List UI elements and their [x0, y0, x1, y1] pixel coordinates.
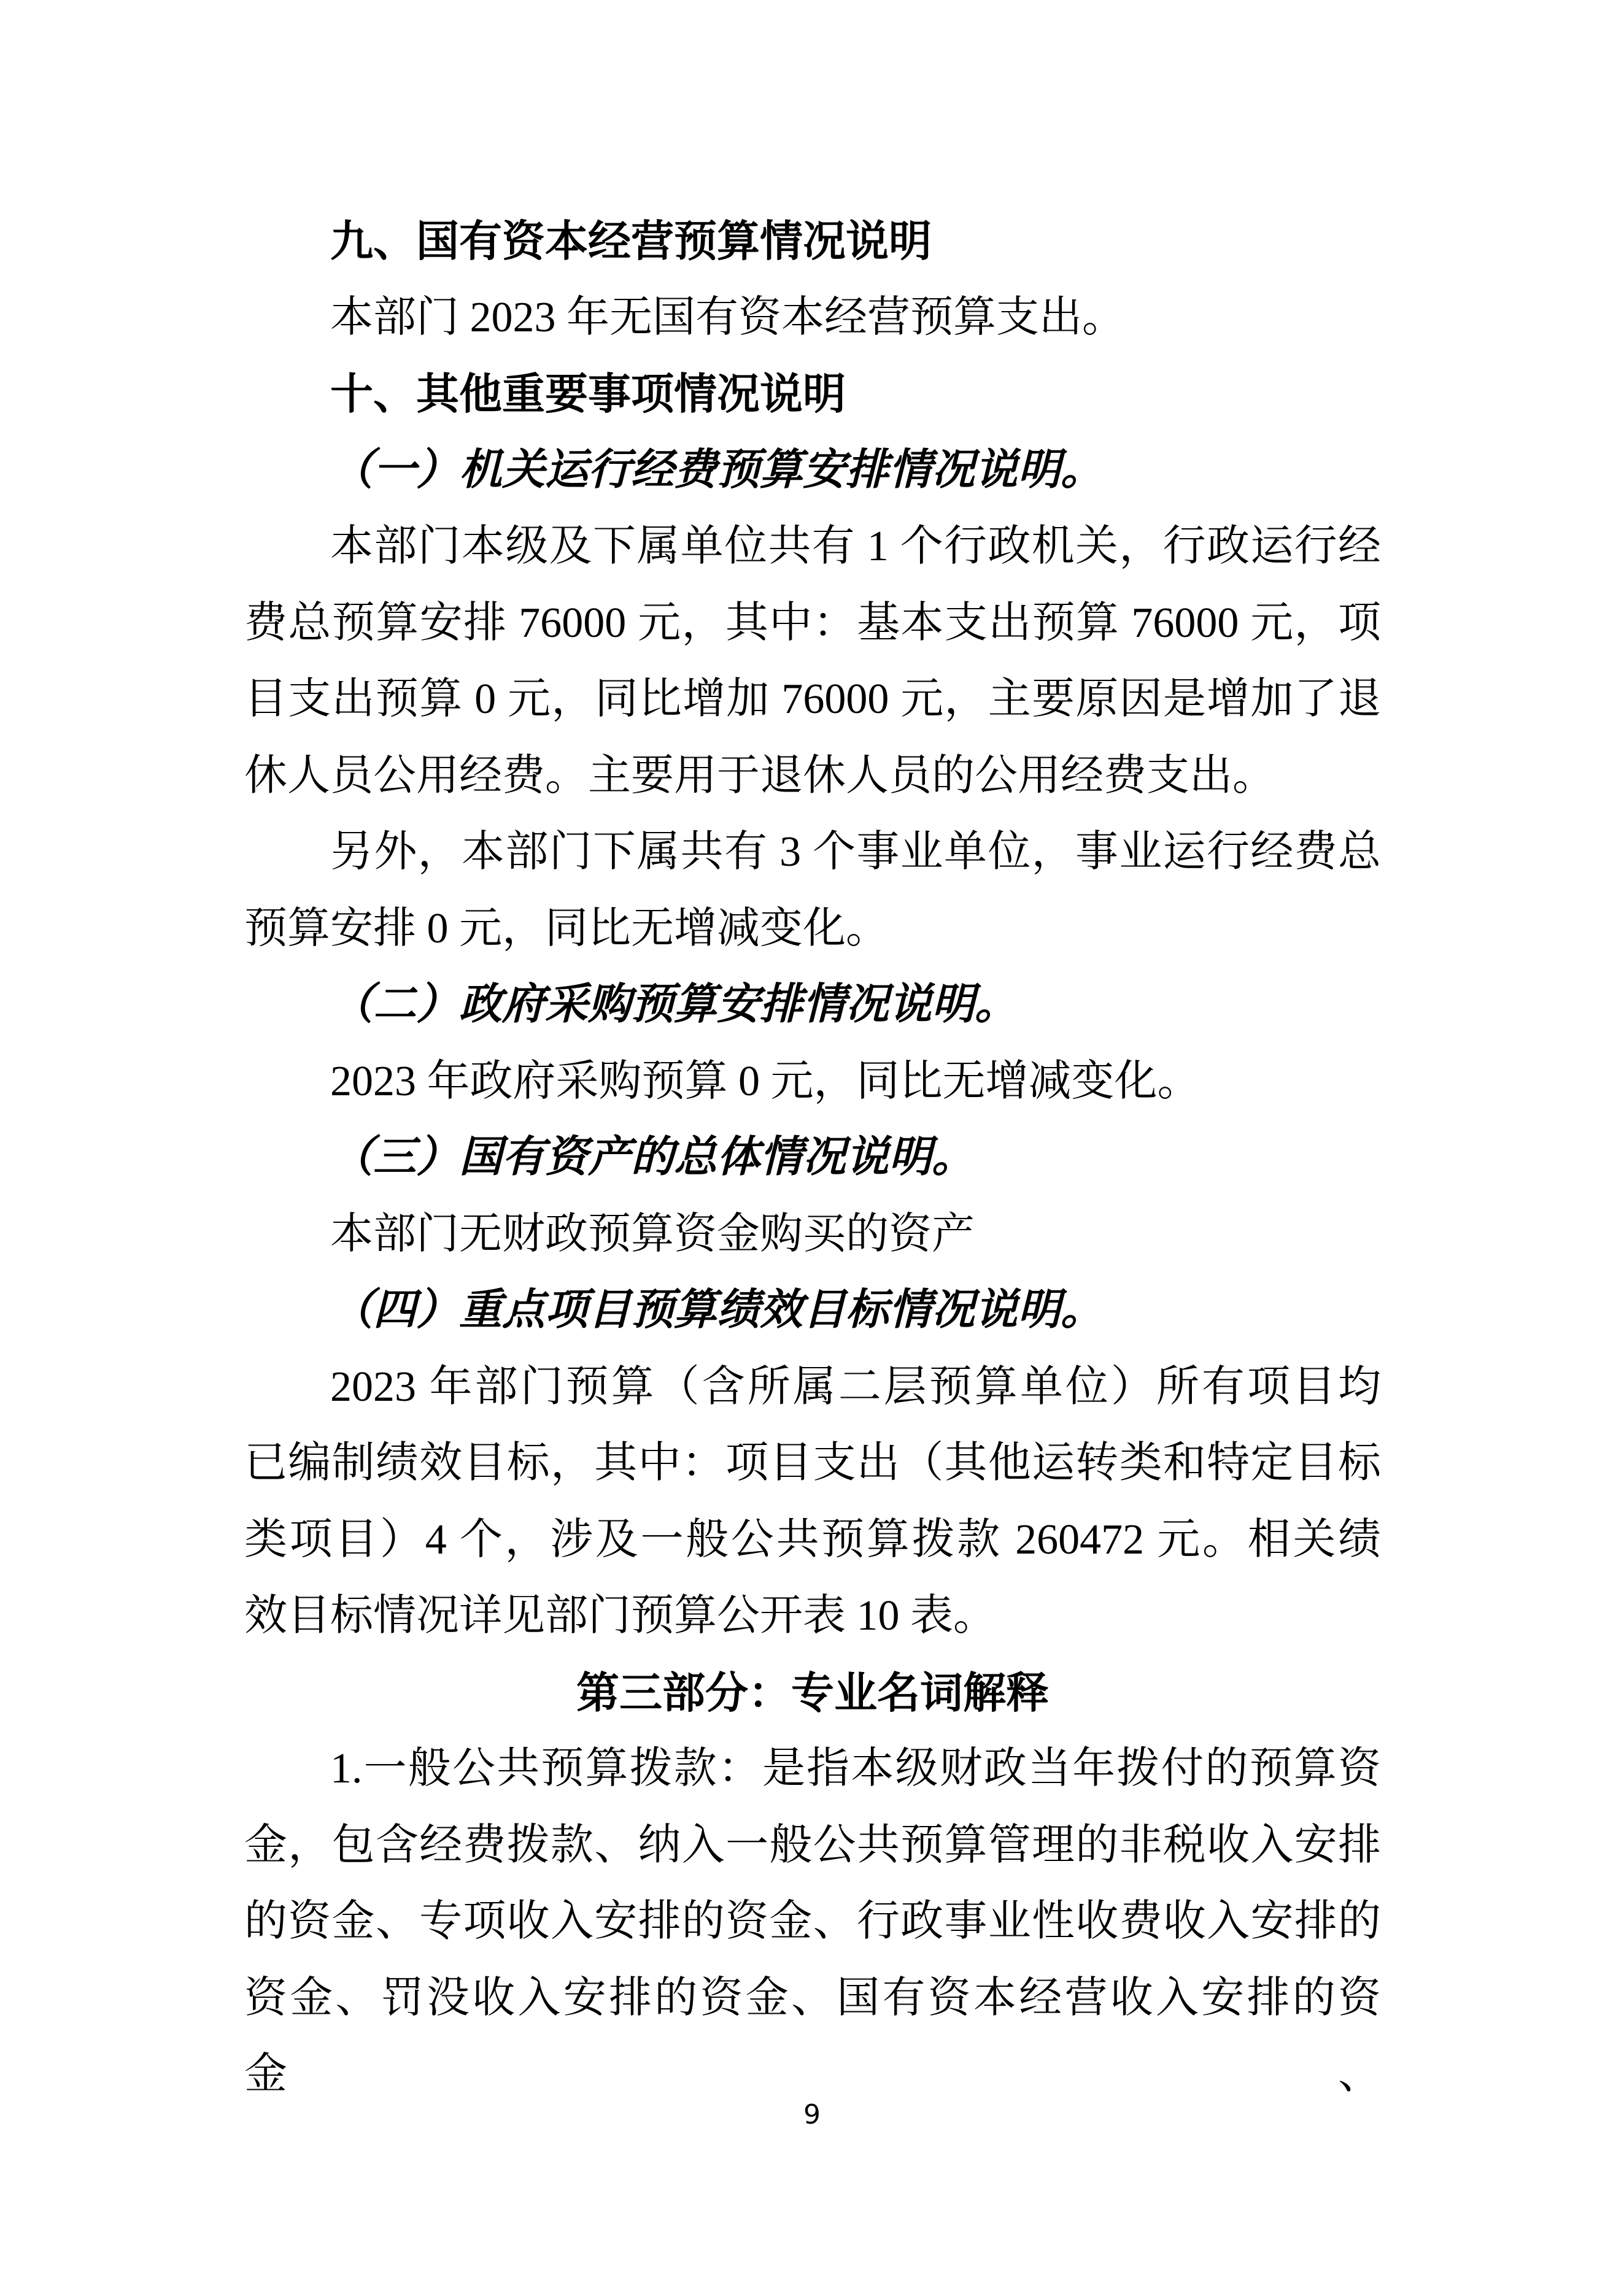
- heading-line: 第三部分：专业名词解释: [576, 1667, 1049, 1718]
- heading-line: （三）国有资产的总体情况说明。: [330, 1134, 975, 1181]
- body-text-line: 休人员公用经费。主要用于退休人员的公用经费支出。: [244, 752, 1275, 799]
- body-text-line: 本部门本级及下属单位共有 1 个行政机关，行政运行经: [330, 523, 1381, 570]
- heading-line: （一）机关运行经费预算安排情况说明。: [330, 446, 1104, 494]
- body-text-line: 资金、罚没收入安排的资金、国有资本经营收入安排的资金、: [244, 1974, 1381, 2098]
- body-text-line: 预算安排 0 元，同比无增减变化。: [244, 904, 889, 952]
- body-text-line: 类项目）4 个，涉及一般公共预算拨款 260472 元。相关绩: [244, 1516, 1381, 1563]
- heading-line: 九、国有资本经营预算情况说明: [330, 216, 932, 266]
- body-text-line: 的资金、专项收入安排的资金、行政事业性收费收入安排的: [244, 1898, 1381, 1945]
- body-text-line: 另外，本部门下属共有 3 个事业单位，事业运行经费总: [330, 828, 1381, 876]
- body-text-line: 已编制绩效目标，其中：项目支出（其他运转类和特定目标: [244, 1439, 1381, 1487]
- body-text-line: 费总预算安排 76000 元，其中：基本支出预算 76000 元，项: [244, 599, 1381, 647]
- body-text-line: 本部门无财政预算资金购买的资产: [330, 1210, 975, 1258]
- body-text-line: 本部门 2023 年无国有资本经营预算支出。: [330, 293, 1125, 341]
- body-text-line: 2023 年部门预算（含所属二层预算单位）所有项目均: [330, 1363, 1381, 1411]
- heading-line: 十、其他重要事项情况说明: [330, 369, 846, 419]
- body-text-line: 2023 年政府采购预算 0 元，同比无增减变化。: [330, 1057, 1201, 1105]
- document-body: [244, 203, 1381, 2098]
- body-text-line: 效目标情况详见部门预算公开表 10 表。: [244, 1592, 996, 1639]
- heading-line: （二）政府采购预算安排情况说明。: [330, 981, 1018, 1028]
- body-text-line: 目支出预算 0 元，同比增加 76000 元，主要原因是增加了退: [244, 676, 1381, 723]
- body-text-line: 金，包含经费拨款、纳入一般公共预算管理的非税收入安排: [244, 1821, 1381, 1869]
- heading-line: （四）重点项目预算绩效目标情况说明。: [330, 1287, 1104, 1334]
- page-number: 9: [803, 2099, 821, 2130]
- body-text-line: 1.一般公共预算拨款：是指本级财政当年拨付的预算资: [330, 1745, 1381, 1792]
